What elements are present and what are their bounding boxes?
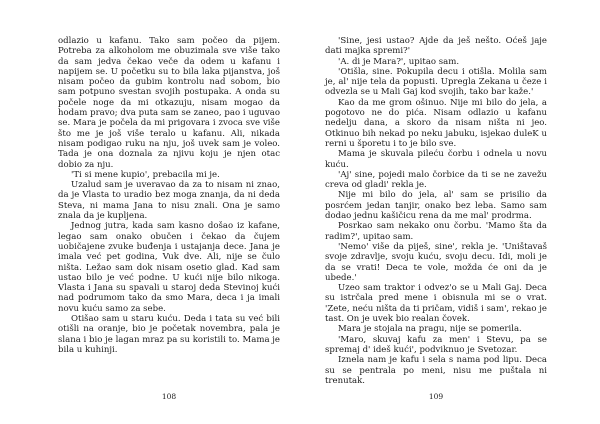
paragraph: 'Ti si mene kupio', prebacila mi je. bbox=[71, 169, 220, 180]
paragraph: 'A. di je Mara?', upitao sam. bbox=[338, 56, 460, 67]
left-page-number: 108 bbox=[161, 392, 177, 401]
paragraph: 'Otišla, sine. Pokupila decu i otišla. Molila sam je, al' nije tela da popusti. Upregla Zekana u čeze i odvezla se u Mali Gaj kod svojih, tako bar kaže.' bbox=[325, 66, 547, 98]
paragraph: Posrkao sam nekako onu čorbu. 'Mamo šta da radim?', upitao sam. bbox=[325, 221, 547, 242]
paragraph: Jednog jutra, kada sam kasno došao iz kafane, legao sam onako obučen i čekao da čujem uobičajene zvuke buđenja i ustajanja dece. Jana je imala već pet godina, Vuk dve. Ali, nije se čulo ništa. Ležao sam dok nisam osetio glad. Kad sam ustao bilo je već podne. U kući nije bilo nikoga. Vlasta i Jana su spavali u staroj deda Stevinoj kući nad podrumom tako da smo Mara, deca i ja imali novu kuću samo za sebe. bbox=[58, 221, 280, 314]
paragraph: Mama je skuvala pileću čorbu i odnela u novu kuću. bbox=[325, 149, 547, 170]
paragraph: Mara je stojala na pragu, nije se pomerila. bbox=[338, 324, 522, 335]
paragraph: Uzeo sam traktor i odvez'o se u Mali Gaj. Deca su istrčala pred mene i obisnula mi se o vrat. 'Zete, neću ništa da ti pričam, vidiš i sam', rekao je tast. On je uvek bio realan čovek. bbox=[325, 283, 547, 325]
paragraph: odlazio u kafanu. Tako sam počeo da pijem. Potreba za alkoholom me obuzimala sve više tako da sam jedva čekao veče da odem u kafanu i napijem se. U početku su to bila laka pijanstva, još nisam počeo da gubim kontrolu nad sobom, bio sam potpuno svestan svojih postupaka. A onda su počele noge da mi otkazuju, nisam mogao da hodam pravo; dva puta sam se zaneo, pao i uguvao se. Mara je počela da mi prigovara i zvoca sve više što me je još više teralo u kafanu. Ali, nikada nisam podigao ruku na nju, još uvek sam je voleo. Tada je ona doznala za njivu koju je njen otac dobio za nju. bbox=[58, 36, 280, 170]
paragraph: Otišao sam u staru kuću. Deda i tata su već bili otišli na oranje, bio je početak novembra, pala je slana i bio je lagan mraz pa su koristili to. Mama je bila u kuhinji. bbox=[58, 314, 280, 355]
right-page-text bbox=[325, 36, 547, 386]
paragraph: 'Nemo' više da piješ, sine', rekla je. 'Uništavaš svoje zdravlje, svoju kuću, svoju decu. Idi, moli je da se vrati! Deca te vole, možda će oni da je ubede.' bbox=[325, 241, 547, 283]
right-page-number: 109 bbox=[428, 392, 444, 401]
paragraph: Nije mi bilo do jela, al' sam se prisilio da posrćem jedan tanjir, onako bez leba. Samo sam dodao jednu kašičicu rena da me mal' prodrma. bbox=[325, 190, 547, 222]
paragraph: Uzalud sam je uveravao da za to nisam ni znao, da je Vlasta to uradio bez moga znanja, da ni deda Steva, ni mama Jana to nisu znali. Ona je samo znala da je kupljena. bbox=[58, 180, 280, 222]
paragraph: 'Sine, jesi ustao? Ajde da ješ nešto. Oćeš jaje dati majka spremi?' bbox=[325, 36, 547, 57]
paragraph: 'Maro, skuvaj kafu za men' i Stevu, pa se spremaj d' ideš kući', podviknuo je Svetozar. bbox=[325, 334, 547, 355]
left-page-text bbox=[58, 36, 280, 355]
paragraph: Kao da me grom ošinuo. Nije mi bilo do jela, a pogotovo ne do pića. Nisam odlazio u kafanu nedelju dana, a skoro da nisam ništa ni jeo. Otkinuo bih nekad po neku jabuku, isjekao duleK u rerni u šporetu i to je bilo sve. bbox=[325, 97, 547, 149]
left-page bbox=[58, 36, 280, 388]
right-page bbox=[325, 36, 547, 388]
paragraph: 'Aj' sine, pojedi malo čorbice da ti se ne zavežu creva od gladi' rekla je. bbox=[325, 169, 547, 191]
paragraph: Iznela nam je kafu i sela s nama pod lipu. Deca su se pentrala po meni, nisu me puštala ni trenutak. bbox=[325, 355, 547, 386]
